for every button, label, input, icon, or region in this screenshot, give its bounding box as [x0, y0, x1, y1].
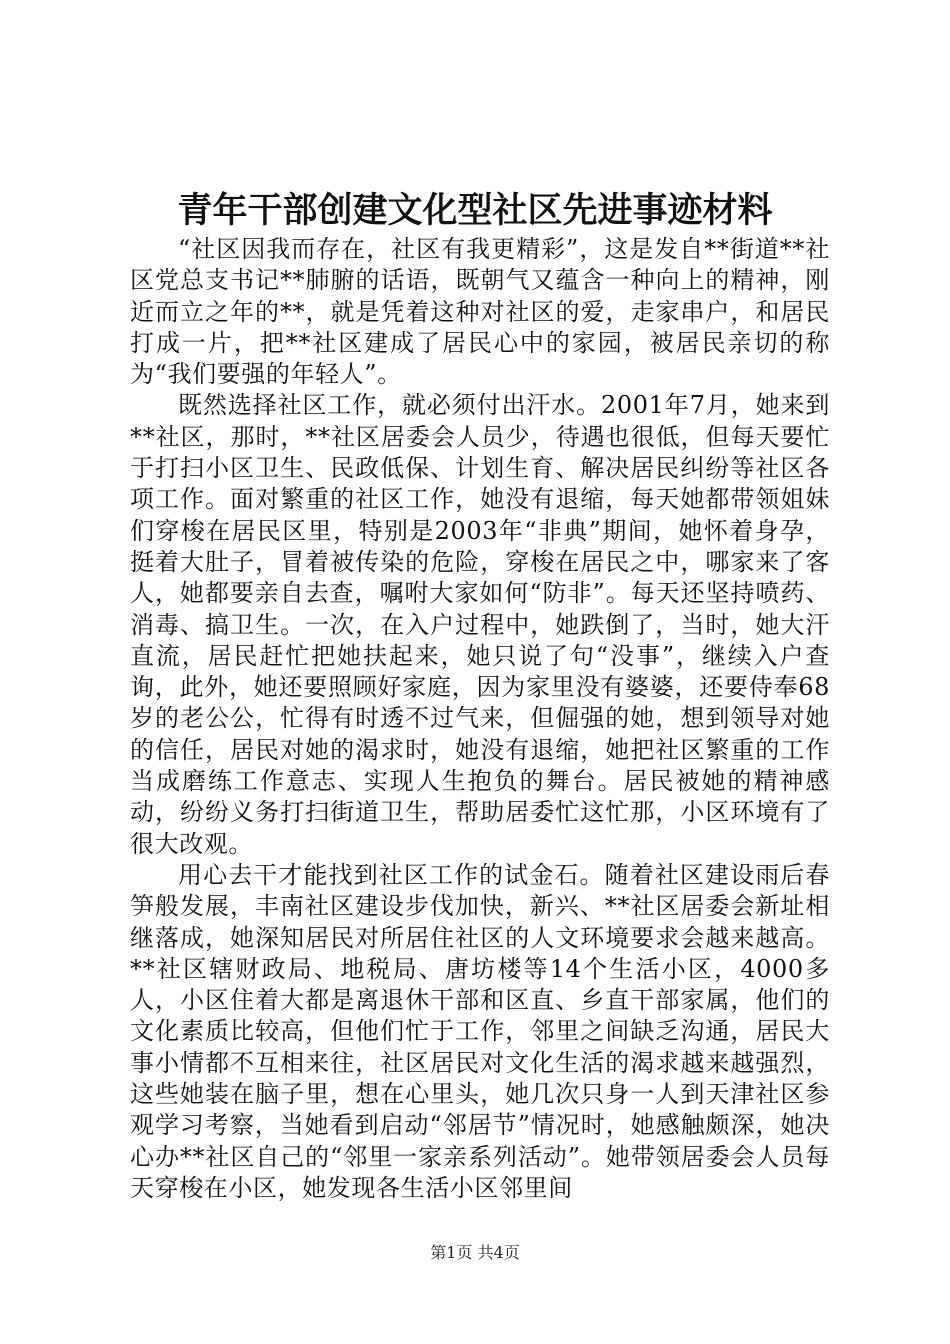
page-footer: 第1页 共4页	[430, 1243, 520, 1262]
paragraph: 用心去干才能找到社区工作的试金石。随着社区建设雨后春笋般发展，丰南社区建设步伐加快，新兴、**社区居委会新址相继落成，她深知居民对所居住社区的人文环境要求会越来越高。**社区辖财政局、地税局、唐坊楼等14个生活小区，4000多人，小区住着大都是离退休干部和区直、乡直干部家属，他们的文化素质比较高，但他们忙于工作，邻里之间缺乏沟通，居民大事小情都不互相来往，社区居民对文化生活的渴求越来越强烈，这些她装在脑子里，想在心里头，她几次只身一人到天津社区参观学习考察，当她看到启动“邻居节”情况时，她感触颇深，她决心办**社区自己的“邻里一家亲系列活动”。她带领居委会人员每天穿梭在小区，她发现各生活小区邻里间	[130, 860, 830, 1202]
paragraph: “社区因我而存在，社区有我更精彩”，这是发自**街道**社区党总支书记**肺腑的话语，既朝气又蕴含一种向上的精神，刚近而立之年的**，就是凭着这种对社区的爱，走家串户，和居民打成一片，把**社区建成了居民心中的家园，被居民亲切的称为“我们要强的年轻人”。	[130, 235, 830, 389]
document-body	[130, 234, 830, 1204]
document-title: 青年干部创建文化型社区先进事迹材料	[177, 190, 773, 231]
paragraph: 既然选择社区工作，就必须付出汗水。2001年7月，她来到**社区，那时，**社区居委会人员少，待遇也很低，但每天要忙于打扫小区卫生、民政低保、计划生育、解决居民纠纷等社区各项工作。面对繁重的社区工作，她没有退缩，每天她都带领姐妹们穿梭在居民区里，特别是2003年“非典”期间，她怀着身孕，挺着大肚子，冒着被传染的危险，穿梭在居民之中，哪家来了客人，她都要亲自去查，嘱咐大家如何“防非”。每天还坚持喷药、消毒、搞卫生。一次，在入户过程中，她跌倒了，当时，她大汗直流，居民赶忙把她扶起来，她只说了句“没事”，继续入户查询，此外，她还要照顾好家庭，因为家里没有婆婆，还要侍奉68岁的老公公，忙得有时透不过气来，但倔强的她，想到领导对她的信任，居民对她的渴求时，她没有退缩，她把社区繁重的工作当成磨练工作意志、实现人生抱负的舞台。居民被她的精神感动，纷纷义务打扫街道卫生，帮助居委忙这忙那，小区环境有了很大改观。	[130, 391, 830, 858]
